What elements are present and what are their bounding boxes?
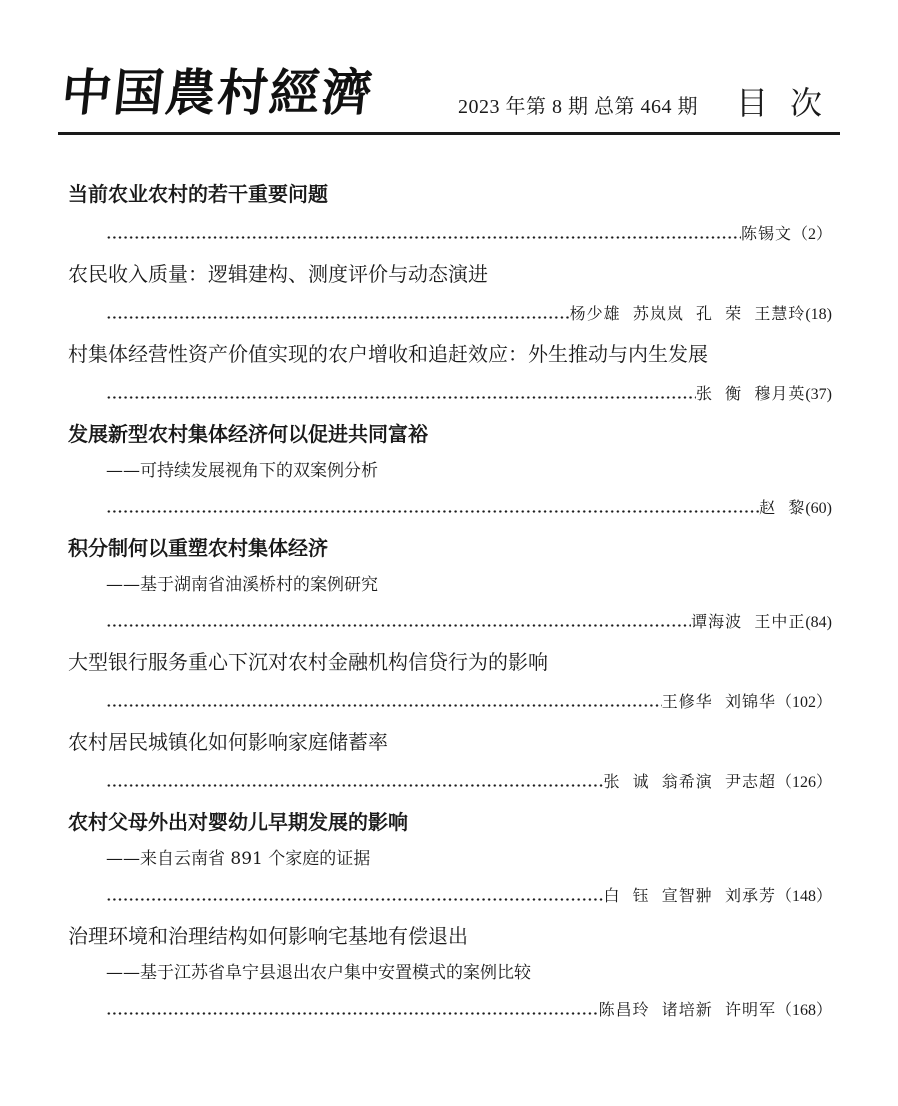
leader-line: [106, 688, 832, 714]
dot-leader: [106, 898, 603, 901]
article-title[interactable]: 当前农业农村的若干重要问题: [68, 182, 328, 206]
toc-entry[interactable]: [68, 420, 832, 520]
toc-entry[interactable]: [68, 728, 832, 794]
page-number: （2）: [791, 226, 832, 243]
dot-leader: [106, 624, 691, 627]
toc-entry[interactable]: [68, 260, 832, 326]
article-title[interactable]: 农村父母外出对婴幼儿早期发展的影响: [68, 810, 408, 834]
page-number: (60): [805, 500, 832, 517]
toc-entry[interactable]: [68, 808, 832, 908]
toc-entry[interactable]: [68, 180, 832, 246]
leader-line: [106, 768, 832, 794]
masthead-header: [58, 58, 845, 135]
article-authors: 陈昌玲 诸培新 许明军: [598, 1000, 776, 1019]
article-title[interactable]: 农民收入质量：逻辑建构、测度评价与动态演进: [68, 262, 488, 286]
article-subtitle: ——可持续发展视角下的双案例分析: [106, 461, 378, 481]
article-title[interactable]: 村集体经营性资产价值实现的农户增收和追赶效应：外生推动与内生发展: [68, 342, 708, 366]
dot-leader: [106, 784, 603, 787]
article-authors: 赵 黎: [759, 498, 806, 517]
article-title[interactable]: 积分制何以重塑农村集体经济: [68, 536, 328, 560]
article-subtitle: ——基于湖南省油溪桥村的案例研究: [106, 575, 378, 595]
page-number: （148）: [775, 888, 832, 905]
article-authors: 杨少雄 苏岚岚 孔 荣 王慧玲: [569, 304, 806, 323]
dot-leader: [106, 704, 662, 707]
issue-info: 2023 年第 8 期 总第 464 期: [458, 96, 698, 118]
toc-heading: 目次: [736, 84, 845, 122]
toc-entry[interactable]: [68, 534, 832, 634]
page-number: （126）: [775, 774, 832, 791]
article-authors: 陈锡文: [740, 224, 792, 243]
journal-logo: 中国農村經濟: [58, 64, 377, 122]
leader-line: [106, 494, 832, 520]
leader-line: [106, 220, 832, 246]
article-title[interactable]: 农村居民城镇化如何影响家庭储蓄率: [68, 730, 388, 754]
dot-leader: [106, 396, 696, 399]
page-number: (84): [805, 614, 832, 631]
toc-list: [68, 180, 832, 1022]
toc-entry[interactable]: [68, 648, 832, 714]
dot-leader: [106, 316, 570, 319]
page-number: (18): [805, 306, 832, 323]
toc-entry[interactable]: [68, 922, 832, 1022]
page-number: （168）: [775, 1002, 832, 1019]
article-title[interactable]: 发展新型农村集体经济何以促进共同富裕: [68, 422, 428, 446]
article-authors: 谭海波 王中正: [691, 612, 806, 631]
dot-leader: [106, 1012, 599, 1015]
dot-leader: [106, 510, 759, 513]
article-title[interactable]: 治理环境和治理结构如何影响宅基地有偿退出: [68, 924, 468, 948]
article-authors: 张 诚 翁希演 尹志超: [603, 772, 776, 791]
toc-entry[interactable]: [68, 340, 832, 406]
leader-line: [106, 300, 832, 326]
dot-leader: [106, 236, 741, 239]
article-subtitle: ——基于江苏省阜宁县退出农户集中安置模式的案例比较: [106, 963, 531, 983]
article-authors: 白 钰 宣智翀 刘承芳: [603, 886, 776, 905]
article-authors: 王修华 刘锦华: [661, 692, 776, 711]
article-title[interactable]: 大型银行服务重心下沉对农村金融机构信贷行为的影响: [68, 650, 548, 674]
page-number: （102）: [775, 694, 832, 711]
leader-line: [106, 882, 832, 908]
article-subtitle: ——来自云南省 891 个家庭的证据: [106, 849, 371, 869]
leader-line: [106, 996, 832, 1022]
page-number: (37): [805, 386, 832, 403]
article-authors: 张 衡 穆月英: [695, 384, 806, 403]
leader-line: [106, 380, 832, 406]
leader-line: [106, 608, 832, 634]
